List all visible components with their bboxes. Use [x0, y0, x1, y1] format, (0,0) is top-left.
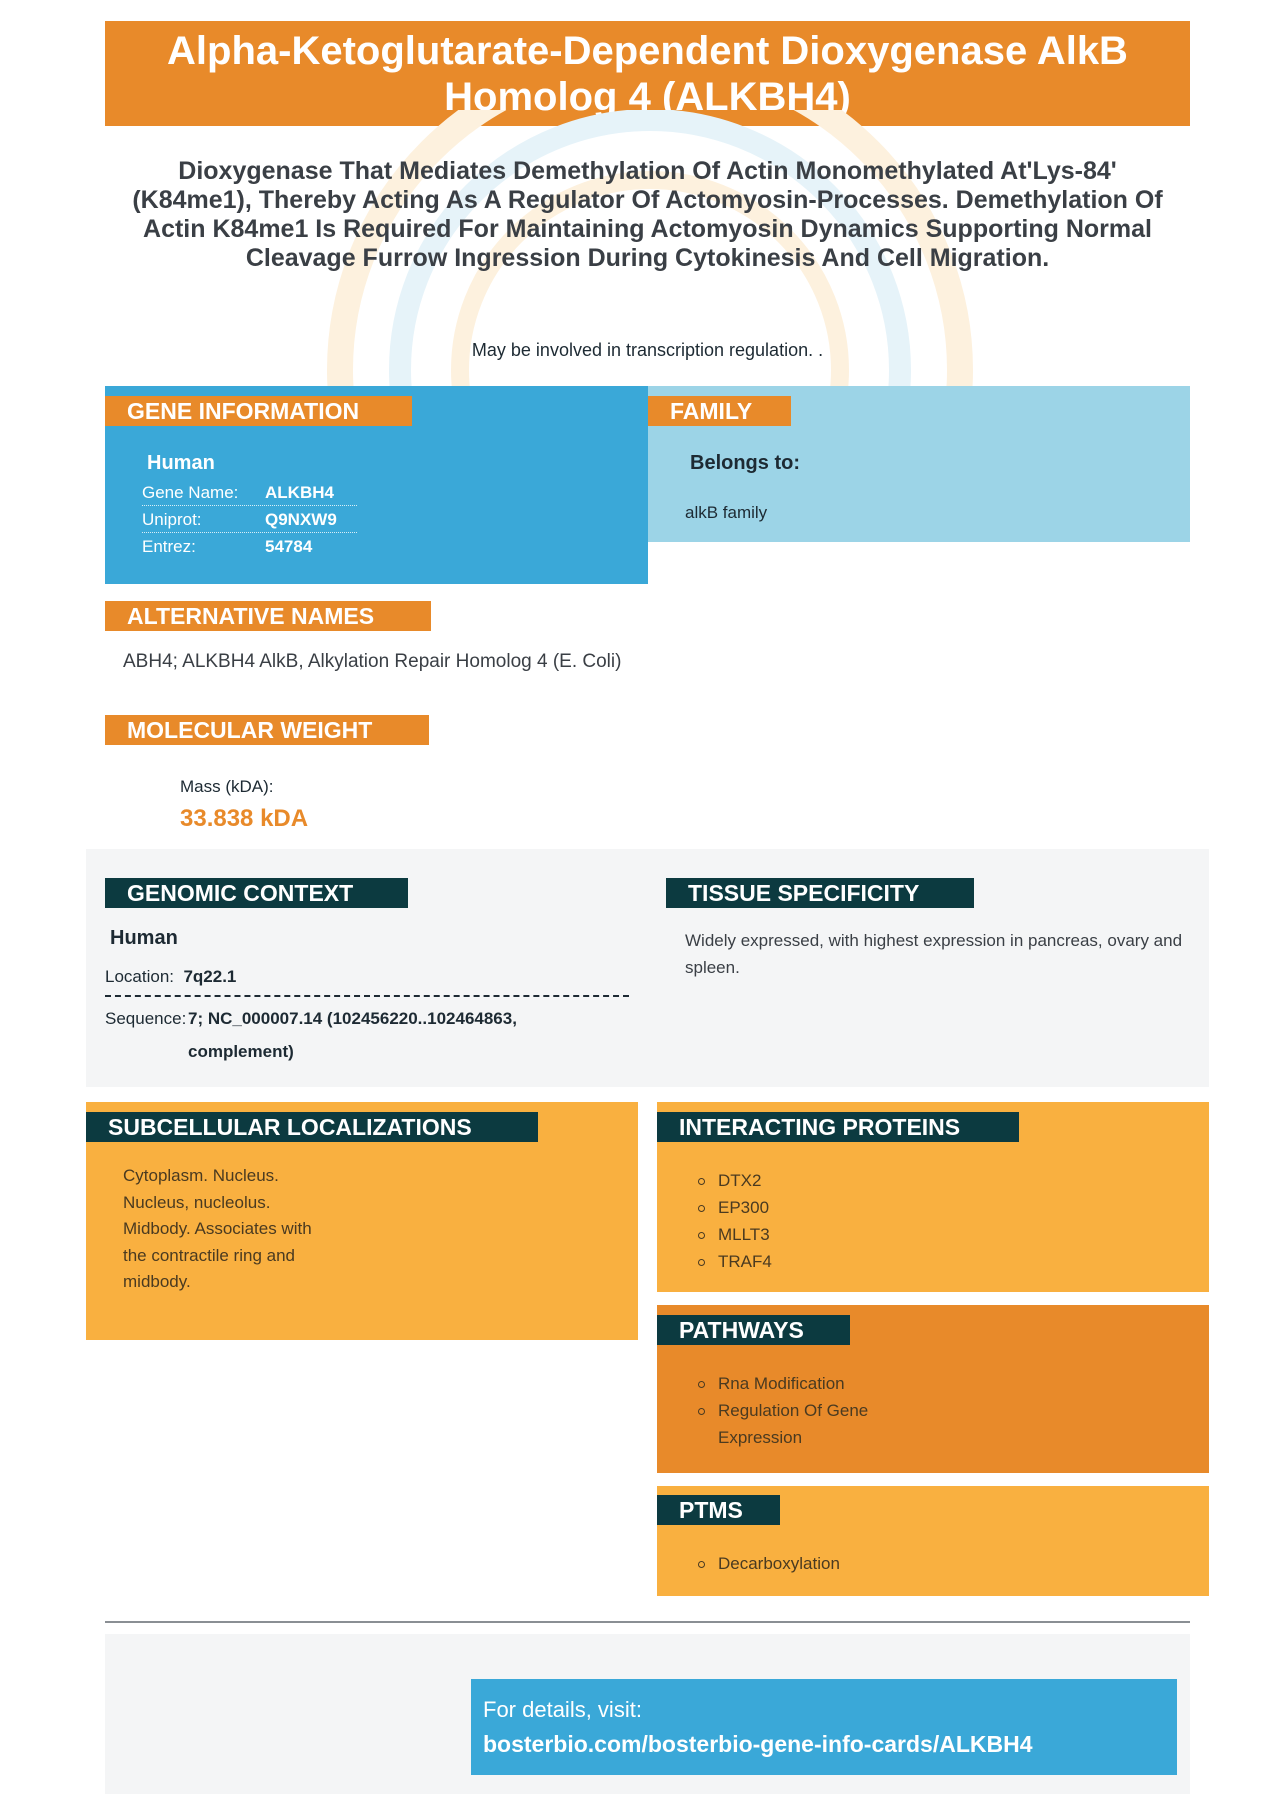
gene-species: Human	[147, 452, 215, 474]
list-item: MLLT3	[696, 1221, 772, 1248]
pathways-heading: PATHWAYS	[657, 1315, 850, 1345]
gene-summary: Dioxygenase That Mediates Demethylation Of Actin Monomethylated At'Lys-84' (K84me1), Thereby Acting As A Regulator Of Actomyosin-Processes. Demethylation Of Actin K84me1 Is Required For Maintaining Actomyosin Dynamics Supporting Normal Cleavage Furrow Ingression During Cytokinesis And Cell Migration.	[132, 157, 1163, 272]
family-value: alkB family	[685, 503, 768, 522]
tissue-specificity-heading: TISSUE SPECIFICITY	[666, 878, 974, 908]
genomic-context-heading: GENOMIC CONTEXT	[105, 878, 408, 908]
genomic-species: Human	[110, 927, 178, 949]
molecular-weight-heading: MOLECULAR WEIGHT	[105, 715, 429, 745]
alternative-names-heading: ALTERNATIVE NAMES	[105, 601, 431, 631]
list-item: Rna Modification	[696, 1370, 896, 1397]
sequence-key: Sequence:	[105, 1009, 187, 1028]
subcellular-text: Cytoplasm. Nucleus. Nucleus, nucleolus. Midbody. Associates with the contractile ring and midbody.	[123, 1166, 312, 1291]
uniprot-value: Q9NXW9	[265, 510, 337, 529]
footer-divider	[105, 1621, 1190, 1623]
family-heading: FAMILY	[648, 396, 791, 426]
entrez-key: Entrez:	[142, 537, 196, 556]
location-value: 7q22.1	[183, 967, 237, 986]
location-row	[105, 967, 236, 987]
dashed-divider	[105, 995, 629, 997]
details-url-link[interactable]: bosterbio.com/bosterbio-gene-info-cards/ALKBH4	[483, 1731, 1033, 1757]
gene-name-key: Gene Name:	[142, 483, 239, 502]
list-item: DTX2	[696, 1167, 772, 1194]
mass-value: 33.838 kDA	[180, 805, 309, 832]
gene-name-value: ALKBH4	[265, 483, 334, 502]
list-item: Decarboxylation	[696, 1550, 840, 1577]
list-item: TRAF4	[696, 1248, 772, 1275]
ptms-list	[696, 1550, 840, 1577]
family-label: Belongs to:	[690, 452, 800, 474]
details-label: For details, visit:	[483, 1697, 642, 1722]
mass-label: Mass (kDA):	[180, 777, 274, 796]
gene-information-heading: GENE INFORMATION	[105, 396, 412, 426]
interacting-proteins-heading: INTERACTING PROTEINS	[657, 1112, 1019, 1142]
entrez-value: 54784	[265, 537, 313, 556]
list-item: Regulation Of Gene Expression	[696, 1397, 896, 1451]
list-item: EP300	[696, 1194, 772, 1221]
details-link-box[interactable]	[471, 1679, 1177, 1775]
uniprot-key: Uniprot:	[142, 510, 202, 529]
location-key: Location:	[105, 967, 174, 986]
ptms-heading: PTMS	[657, 1495, 780, 1525]
tissue-specificity-text: Widely expressed, with highest expression in pancreas, ovary and spleen.	[685, 931, 1183, 977]
alternative-names-text: ABH4; ALKBH4 AlkB, Alkylation Repair Homolog 4 (E. Coli)	[123, 651, 622, 672]
page-title: Alpha-Ketoglutarate-Dependent Dioxygenase AlkB Homolog 4 (ALKBH4)	[105, 21, 1190, 126]
function-note: May be involved in transcription regulation. .	[471, 340, 824, 360]
uniprot-row	[142, 506, 357, 533]
interacting-proteins-list	[696, 1167, 772, 1275]
entrez-row	[142, 533, 357, 560]
subcellular-heading: SUBCELLULAR LOCALIZATIONS	[86, 1112, 538, 1142]
gene-name-row	[142, 479, 357, 506]
sequence-value: 7; NC_000007.14 (102456220..102464863, complement)	[188, 1009, 517, 1061]
pathways-list	[696, 1370, 896, 1451]
